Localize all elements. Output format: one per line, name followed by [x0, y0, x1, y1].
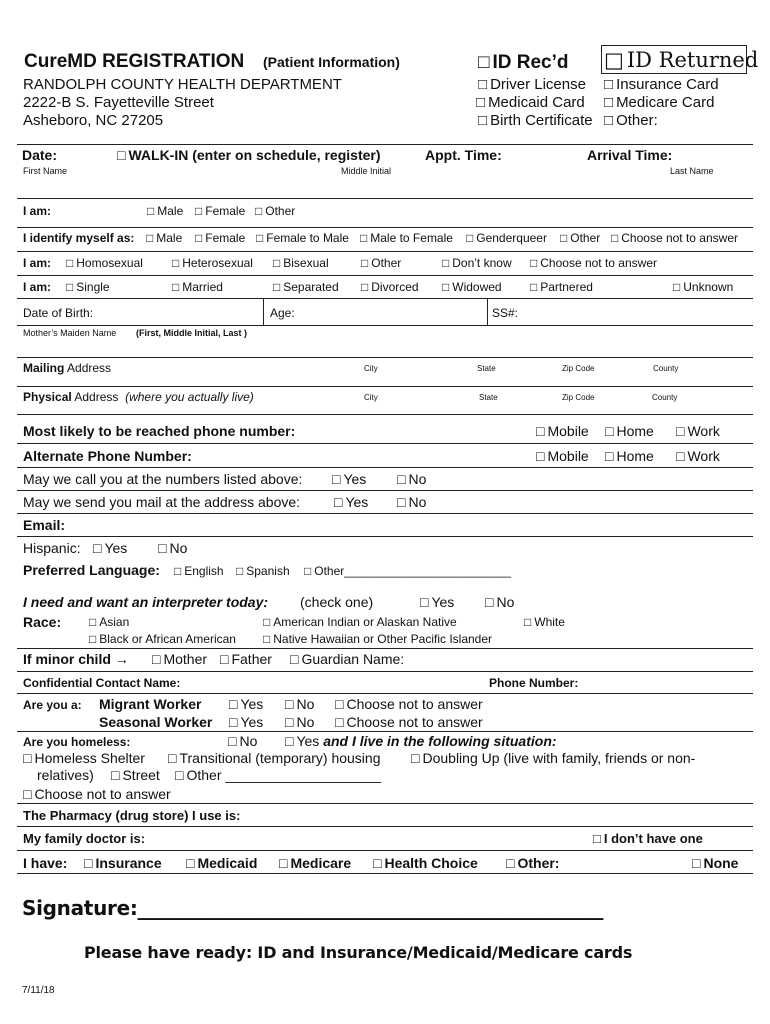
migrant-yes-checkbox[interactable]: □ Yes	[229, 696, 263, 712]
other-doc-checkbox[interactable]: □ Other:	[604, 112, 658, 129]
confidential-phone-label: Phone Number:	[489, 676, 579, 690]
mailing-address-text: Address	[67, 361, 112, 375]
family-doctor-label: My family doctor is:	[23, 831, 146, 846]
divider	[17, 826, 753, 827]
insurance-medicare-checkbox[interactable]: □ Medicare	[279, 855, 351, 871]
divider	[17, 386, 753, 387]
mailing-city-label: City	[364, 364, 378, 373]
main-phone-home-checkbox[interactable]: □ Home	[605, 423, 654, 439]
gender-male-checkbox[interactable]: □ Male	[146, 231, 182, 245]
mailing-address-label	[23, 361, 111, 375]
date-label: Date:	[22, 147, 58, 163]
migrant-no-checkbox[interactable]: □ No	[285, 696, 314, 712]
call-yes-checkbox[interactable]: □ Yes	[332, 471, 366, 487]
divider	[17, 513, 753, 514]
insurance-none-checkbox[interactable]: □ None	[692, 855, 738, 871]
homeless-other-checkbox[interactable]: □ Other ____________________	[175, 767, 381, 783]
mailing-zip-label: Zip Code	[562, 364, 595, 373]
physical-address-label	[23, 390, 254, 404]
no-doctor-checkbox[interactable]: □ I don’t have one	[593, 831, 703, 846]
divider	[17, 227, 753, 228]
birth-certificate-checkbox[interactable]: □ Birth Certificate	[478, 112, 593, 129]
marital-married-checkbox[interactable]: □ Married	[172, 280, 223, 294]
divider	[17, 198, 753, 199]
divider	[17, 414, 753, 415]
physical-address-bold: Physical	[23, 390, 72, 404]
gender-ftm-checkbox[interactable]: □ Female to Male	[256, 231, 349, 245]
divider	[17, 325, 753, 326]
hispanic-yes-checkbox[interactable]: □ Yes	[93, 540, 127, 556]
minor-father-checkbox[interactable]: □ Father	[220, 651, 272, 667]
main-phone-label: Most likely to be reached phone number:	[23, 423, 296, 439]
marital-partnered-checkbox[interactable]: □ Partnered	[530, 280, 593, 294]
homeless-label: Are you homeless:	[23, 735, 131, 749]
language-label: Preferred Language:	[23, 562, 160, 578]
medicaid-card-checkbox[interactable]: □ Medicaid Card	[476, 94, 585, 111]
last-name-label: Last Name	[670, 166, 714, 176]
divider	[17, 731, 753, 732]
homeless-no-answer-checkbox[interactable]: □ Choose not to answer	[23, 786, 171, 802]
email-label: Email:	[23, 517, 66, 533]
arrow-right-icon: →	[114, 651, 129, 667]
main-phone-work-checkbox[interactable]: □ Work	[676, 423, 720, 439]
driver-license-checkbox[interactable]: □ Driver License	[478, 76, 586, 93]
divider	[17, 275, 753, 276]
call-no-checkbox[interactable]: □ No	[397, 471, 426, 487]
main-phone-mobile-checkbox[interactable]: □ Mobile	[536, 423, 589, 439]
orientation-bisexual-checkbox[interactable]: □ Bisexual	[273, 256, 329, 270]
interpreter-no-checkbox[interactable]: □ No	[485, 594, 514, 610]
mail-no-checkbox[interactable]: □ No	[397, 494, 426, 510]
physical-address-hint: (where you actually live)	[125, 390, 254, 404]
migrant-no-answer-checkbox[interactable]: □ Choose not to answer	[335, 696, 483, 712]
homeless-doubling-continued: relatives)	[37, 767, 94, 783]
marital-widowed-checkbox[interactable]: □ Widowed	[442, 280, 502, 294]
divider	[263, 298, 264, 325]
race-white-checkbox[interactable]: □ White	[524, 615, 565, 629]
race-pacific-islander-checkbox[interactable]: □ Native Hawaiian or Other Pacific Islander	[263, 632, 492, 646]
medicare-card-checkbox[interactable]: □ Medicare Card	[604, 94, 714, 111]
gender-female-checkbox[interactable]: □ Female	[195, 231, 245, 245]
mail-yes-checkbox[interactable]: □ Yes	[334, 494, 368, 510]
first-name-label: First Name	[23, 166, 68, 176]
homeless-yes-tail: and I live in the following situation:	[323, 733, 557, 749]
divider	[17, 850, 753, 851]
gender-mtf-checkbox[interactable]: □ Male to Female	[360, 231, 453, 245]
marital-divorced-checkbox[interactable]: □ Divorced	[361, 280, 419, 294]
divider	[17, 298, 753, 299]
physical-address-text: Address	[74, 390, 119, 404]
migrant-worker-label: Migrant Worker	[99, 696, 202, 712]
minor-mother-checkbox[interactable]: □ Mother	[152, 651, 207, 667]
confidential-contact-label: Confidential Contact Name:	[23, 676, 181, 690]
seasonal-worker-label: Seasonal Worker	[99, 714, 213, 730]
divider	[17, 490, 753, 491]
sex-other-checkbox[interactable]: □ Other	[255, 204, 295, 218]
age-label: Age:	[270, 306, 295, 320]
physical-county-label: County	[652, 393, 678, 402]
divider	[17, 536, 753, 537]
physical-state-label: State	[479, 393, 498, 402]
dob-label: Date of Birth:	[23, 306, 94, 320]
worker-label: Are you a:	[23, 698, 82, 712]
homeless-yes-option	[285, 733, 557, 749]
id-received-checkbox[interactable]: □ ID Rec’d	[478, 52, 569, 74]
call-permission-label: May we call you at the numbers listed above:	[23, 471, 303, 487]
seasonal-yes-checkbox[interactable]: □ Yes	[229, 714, 263, 730]
insurance-label: I have:	[23, 855, 68, 871]
interpreter-label: I need and want an interpreter today:	[23, 594, 269, 610]
orientation-dont-know-checkbox[interactable]: □ Don’t know	[442, 256, 512, 270]
insurance-other-checkbox[interactable]: □ Other:	[506, 855, 559, 871]
divider	[17, 693, 753, 694]
signature-line[interactable]: Signature:________________________________________________	[22, 896, 604, 920]
language-other-checkbox[interactable]: □ Other_________________________	[304, 564, 511, 578]
ready-note: Please have ready: ID and Insurance/Medicaid/Medicare cards	[84, 943, 633, 962]
orientation-label: I am:	[23, 256, 52, 270]
homeless-yes-checkbox[interactable]: □ Yes	[285, 733, 319, 749]
alt-phone-mobile-checkbox[interactable]: □ Mobile	[536, 448, 589, 464]
hispanic-no-checkbox[interactable]: □ No	[158, 540, 187, 556]
homeless-street-checkbox[interactable]: □ Street	[111, 767, 160, 783]
mail-permission-label: May we send you mail at the address above:	[23, 494, 301, 510]
appt-time-label: Appt. Time:	[425, 147, 502, 163]
minor-child-label	[23, 651, 129, 667]
gender-label: I identify myself as:	[23, 231, 135, 245]
sex-label: I am:	[23, 204, 52, 218]
divider	[17, 357, 753, 358]
divider	[17, 443, 753, 444]
orientation-no-answer-checkbox[interactable]: □ Choose not to answer	[530, 256, 657, 270]
divider	[17, 648, 753, 649]
physical-city-label: City	[364, 393, 378, 402]
insurance-health-choice-checkbox[interactable]: □ Health Choice	[373, 855, 478, 871]
gender-other-checkbox[interactable]: □ Other	[560, 231, 600, 245]
ssn-label: SS#:	[492, 306, 519, 320]
maiden-name-label: Mother’s Maiden Name	[23, 328, 117, 338]
sex-male-checkbox[interactable]: □ Male	[147, 204, 183, 218]
homeless-shelter-checkbox[interactable]: □ Homeless Shelter	[23, 750, 145, 766]
minor-child-text: If minor child	[23, 651, 111, 667]
org-address-line2: Asheboro, NC 27205	[23, 112, 164, 129]
orientation-heterosexual-checkbox[interactable]: □ Heterosexual	[172, 256, 253, 270]
mailing-county-label: County	[653, 364, 679, 373]
footer-date: 7/11/18	[22, 985, 55, 996]
marital-unknown-checkbox[interactable]: □ Unknown	[673, 280, 733, 294]
pharmacy-label: The Pharmacy (drug store) I use is:	[23, 808, 241, 823]
alt-phone-label: Alternate Phone Number:	[23, 448, 192, 464]
race-black-checkbox[interactable]: □ Black or African American	[89, 632, 236, 646]
insurance-card-checkbox[interactable]: □ Insurance Card	[604, 76, 719, 93]
homeless-no-checkbox[interactable]: □ No	[228, 733, 257, 749]
seasonal-no-checkbox[interactable]: □ No	[285, 714, 314, 730]
divider	[17, 251, 753, 252]
interpreter-yes-checkbox[interactable]: □ Yes	[420, 594, 454, 610]
org-address-line1: 2222-B S. Fayetteville Street	[23, 94, 214, 111]
arrival-time-label: Arrival Time:	[587, 147, 673, 163]
physical-zip-label: Zip Code	[562, 393, 595, 402]
form-title: CureMD REGISTRATION	[24, 51, 245, 72]
insurance-medicaid-checkbox[interactable]: □ Medicaid	[186, 855, 257, 871]
minor-guardian-checkbox[interactable]: □ Guardian Name:	[290, 651, 404, 667]
form-subtitle: (Patient Information)	[263, 54, 400, 70]
divider	[17, 467, 753, 468]
race-native-american-checkbox[interactable]: □ American Indian or Alaskan Native	[263, 615, 457, 629]
seasonal-no-answer-checkbox[interactable]: □ Choose not to answer	[335, 714, 483, 730]
insurance-private-checkbox[interactable]: □ Insurance	[84, 855, 162, 871]
divider	[17, 803, 753, 804]
marital-label: I am:	[23, 280, 52, 294]
alt-phone-work-checkbox[interactable]: □ Work	[676, 448, 720, 464]
race-asian-checkbox[interactable]: □ Asian	[89, 615, 129, 629]
gender-genderqueer-checkbox[interactable]: □ Genderqueer	[466, 231, 547, 245]
divider	[17, 873, 753, 874]
homeless-transitional-checkbox[interactable]: □ Transitional (temporary) housing	[168, 750, 380, 766]
sex-female-checkbox[interactable]: □ Female	[195, 204, 245, 218]
hispanic-label: Hispanic:	[23, 540, 81, 556]
language-spanish-checkbox[interactable]: □ Spanish	[236, 564, 290, 578]
id-returned-checkbox[interactable]: □ ID Returned	[604, 48, 758, 72]
homeless-doubling-checkbox[interactable]: □ Doubling Up (live with family, friends or non-	[411, 750, 695, 766]
race-label: Race:	[23, 614, 62, 630]
org-name: RANDOLPH COUNTY HEALTH DEPARTMENT	[23, 76, 342, 93]
orientation-homosexual-checkbox[interactable]: □ Homosexual	[66, 256, 143, 270]
mailing-address-bold: Mailing	[23, 361, 65, 375]
divider	[17, 671, 753, 672]
divider	[487, 298, 488, 325]
walk-in-checkbox[interactable]: □ WALK-IN (enter on schedule, register)	[117, 147, 381, 163]
maiden-name-hint: (First, Middle Initial, Last )	[136, 328, 248, 338]
middle-initial-label: Middle Initial	[341, 166, 392, 176]
orientation-other-checkbox[interactable]: □ Other	[361, 256, 401, 270]
marital-separated-checkbox[interactable]: □ Separated	[273, 280, 339, 294]
gender-no-answer-checkbox[interactable]: □ Choose not to answer	[611, 231, 738, 245]
alt-phone-home-checkbox[interactable]: □ Home	[605, 448, 654, 464]
language-english-checkbox[interactable]: □ English	[174, 564, 224, 578]
interpreter-hint: (check one)	[300, 594, 374, 610]
marital-single-checkbox[interactable]: □ Single	[66, 280, 110, 294]
divider	[17, 144, 753, 145]
mailing-state-label: State	[477, 364, 496, 373]
